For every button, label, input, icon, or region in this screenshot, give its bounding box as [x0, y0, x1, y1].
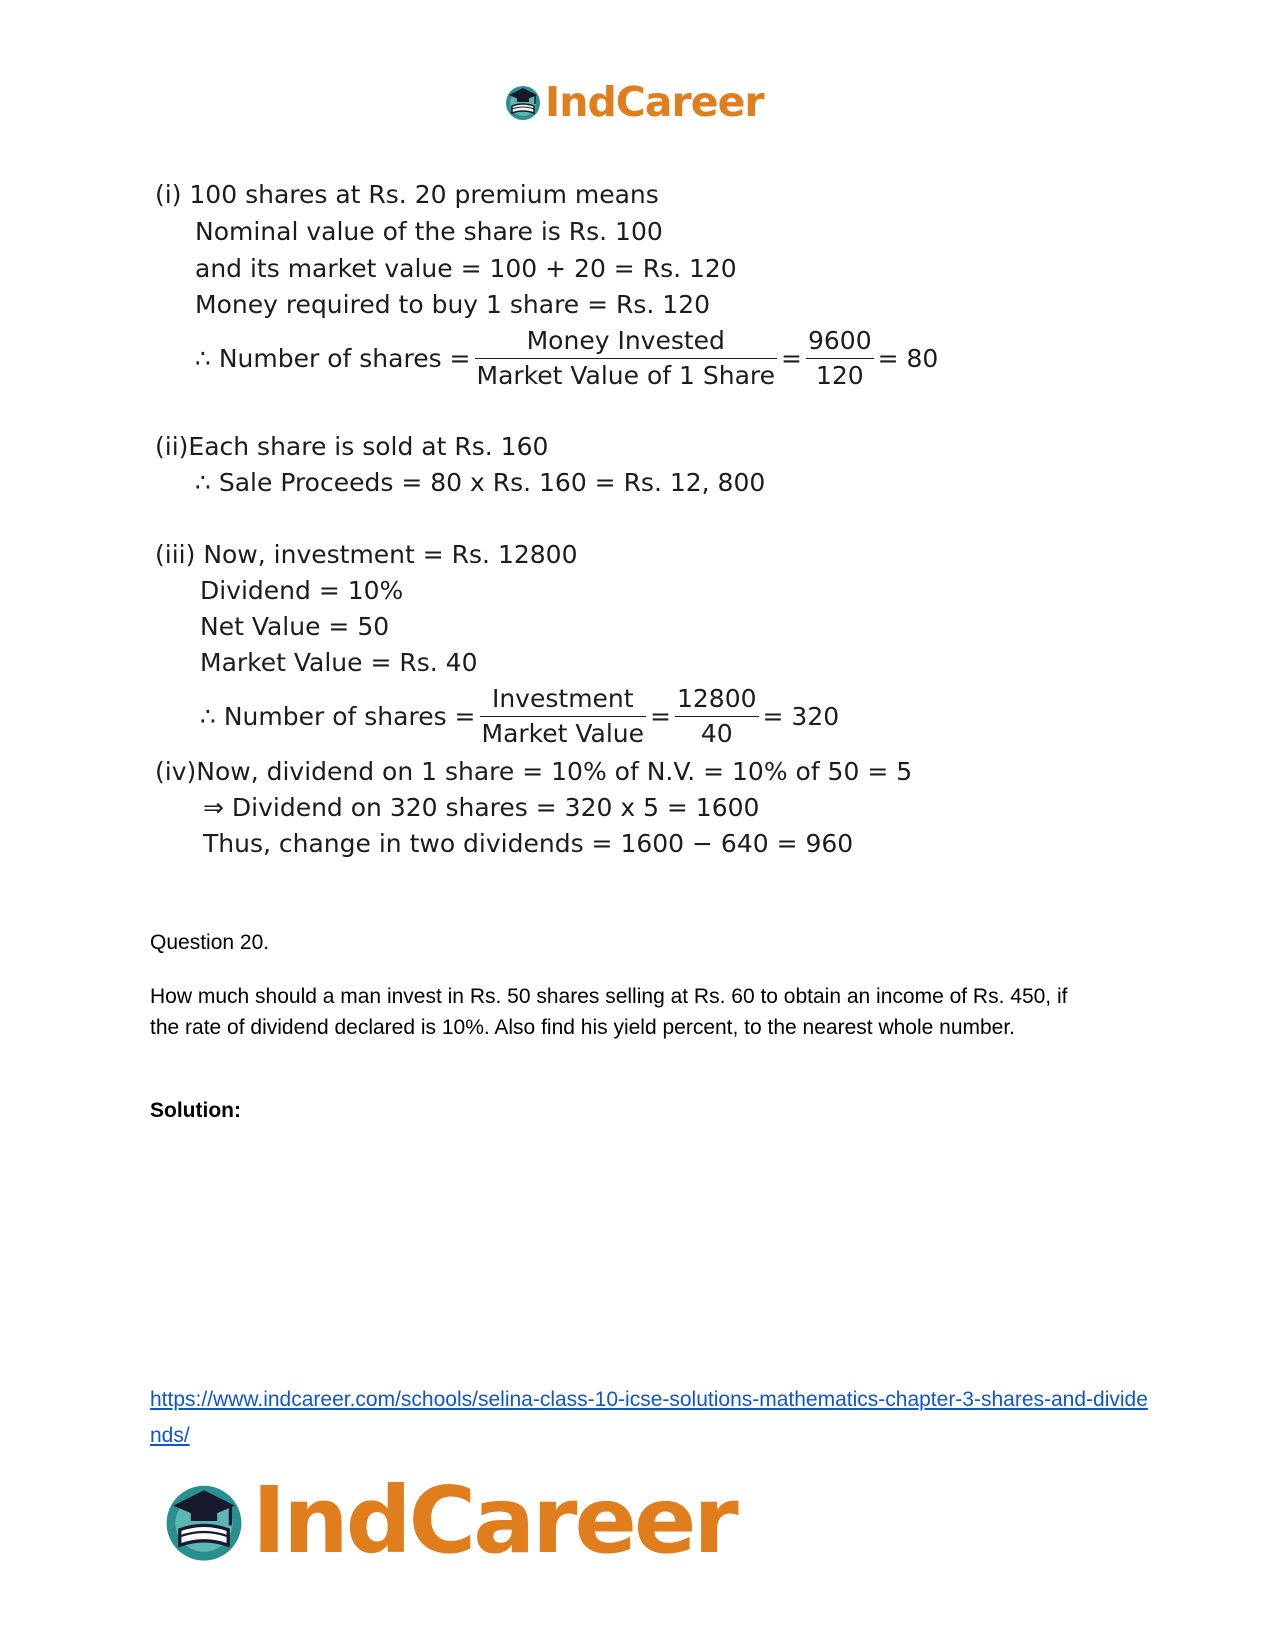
logo-wordmark: IndCareer: [252, 1467, 736, 1574]
fraction-denominator: 120: [815, 360, 864, 390]
eq-result: = 320: [762, 701, 840, 731]
source-link[interactable]: https://www.indcareer.com/schools/selina-class-10-icse-solutions-mathematics-chapter-3-shares-and-dividends/: [150, 1388, 1148, 1447]
fraction-numerator: 12800: [675, 685, 759, 717]
graduation-cap-book-icon: [503, 82, 543, 122]
eq-result: = 80: [877, 343, 939, 373]
fraction: [475, 327, 778, 389]
eq-mid: =: [650, 701, 671, 731]
fraction-numerator: Money Invested: [475, 327, 778, 359]
step-iv-line1: (iv)Now, dividend on 1 share = 10% of N.V. = 10% of 50 = 5: [155, 757, 913, 786]
fraction: [806, 327, 874, 389]
solution-label: Solution:: [150, 1099, 241, 1122]
step-i-line4: Money required to buy 1 share = Rs. 120: [195, 290, 711, 319]
fraction-denominator: Market Value of 1 Share: [476, 360, 776, 390]
graduation-cap-book-icon: [160, 1477, 248, 1565]
step-iii-line2: Dividend = 10%: [200, 576, 404, 605]
step-i-line2: Nominal value of the share is Rs. 100: [195, 217, 663, 246]
step-i-equation: [195, 327, 938, 389]
step-iii-equation: [200, 685, 839, 747]
step-iv-line3: Thus, change in two dividends = 1600 − 640 = 960: [203, 829, 854, 858]
fraction-numerator: 9600: [806, 327, 874, 359]
fraction: [675, 685, 759, 747]
fraction: [480, 685, 647, 747]
step-iii-line4: Market Value = Rs. 40: [200, 648, 478, 677]
step-iv-line2: ⇒ Dividend on 320 shares = 320 x 5 = 1600: [203, 793, 760, 822]
fraction-numerator: Investment: [480, 685, 647, 717]
fraction-denominator: Market Value: [481, 718, 645, 748]
eq-mid: =: [781, 343, 802, 373]
step-i-line3: and its market value = 100 + 20 = Rs. 120: [195, 254, 737, 283]
eq-prefix: ∴ Number of shares =: [195, 343, 471, 373]
step-iii-line3: Net Value = 50: [200, 612, 390, 641]
logo-wordmark: IndCareer: [545, 78, 764, 126]
eq-prefix: ∴ Number of shares =: [200, 701, 476, 731]
step-ii-line2: ∴ Sale Proceeds = 80 x Rs. 160 = Rs. 12, 800: [195, 468, 766, 497]
fraction-denominator: 40: [700, 718, 733, 748]
footer-logo: [160, 1467, 736, 1574]
header-logo: [503, 78, 764, 126]
step-i-line1: (i) 100 shares at Rs. 20 premium means: [155, 180, 659, 209]
step-ii-line1: (ii)Each share is sold at Rs. 160: [155, 432, 549, 461]
question-body: How much should a man invest in Rs. 50 shares selling at Rs. 60 to obtain an income of Rs. 450, if the rate of dividend declared is 10%. Also find his yield percent, to the nearest whole number.: [150, 985, 1068, 1039]
step-iii-line1: (iii) Now, investment = Rs. 12800: [155, 540, 578, 569]
question-title: Question 20.: [150, 931, 270, 954]
